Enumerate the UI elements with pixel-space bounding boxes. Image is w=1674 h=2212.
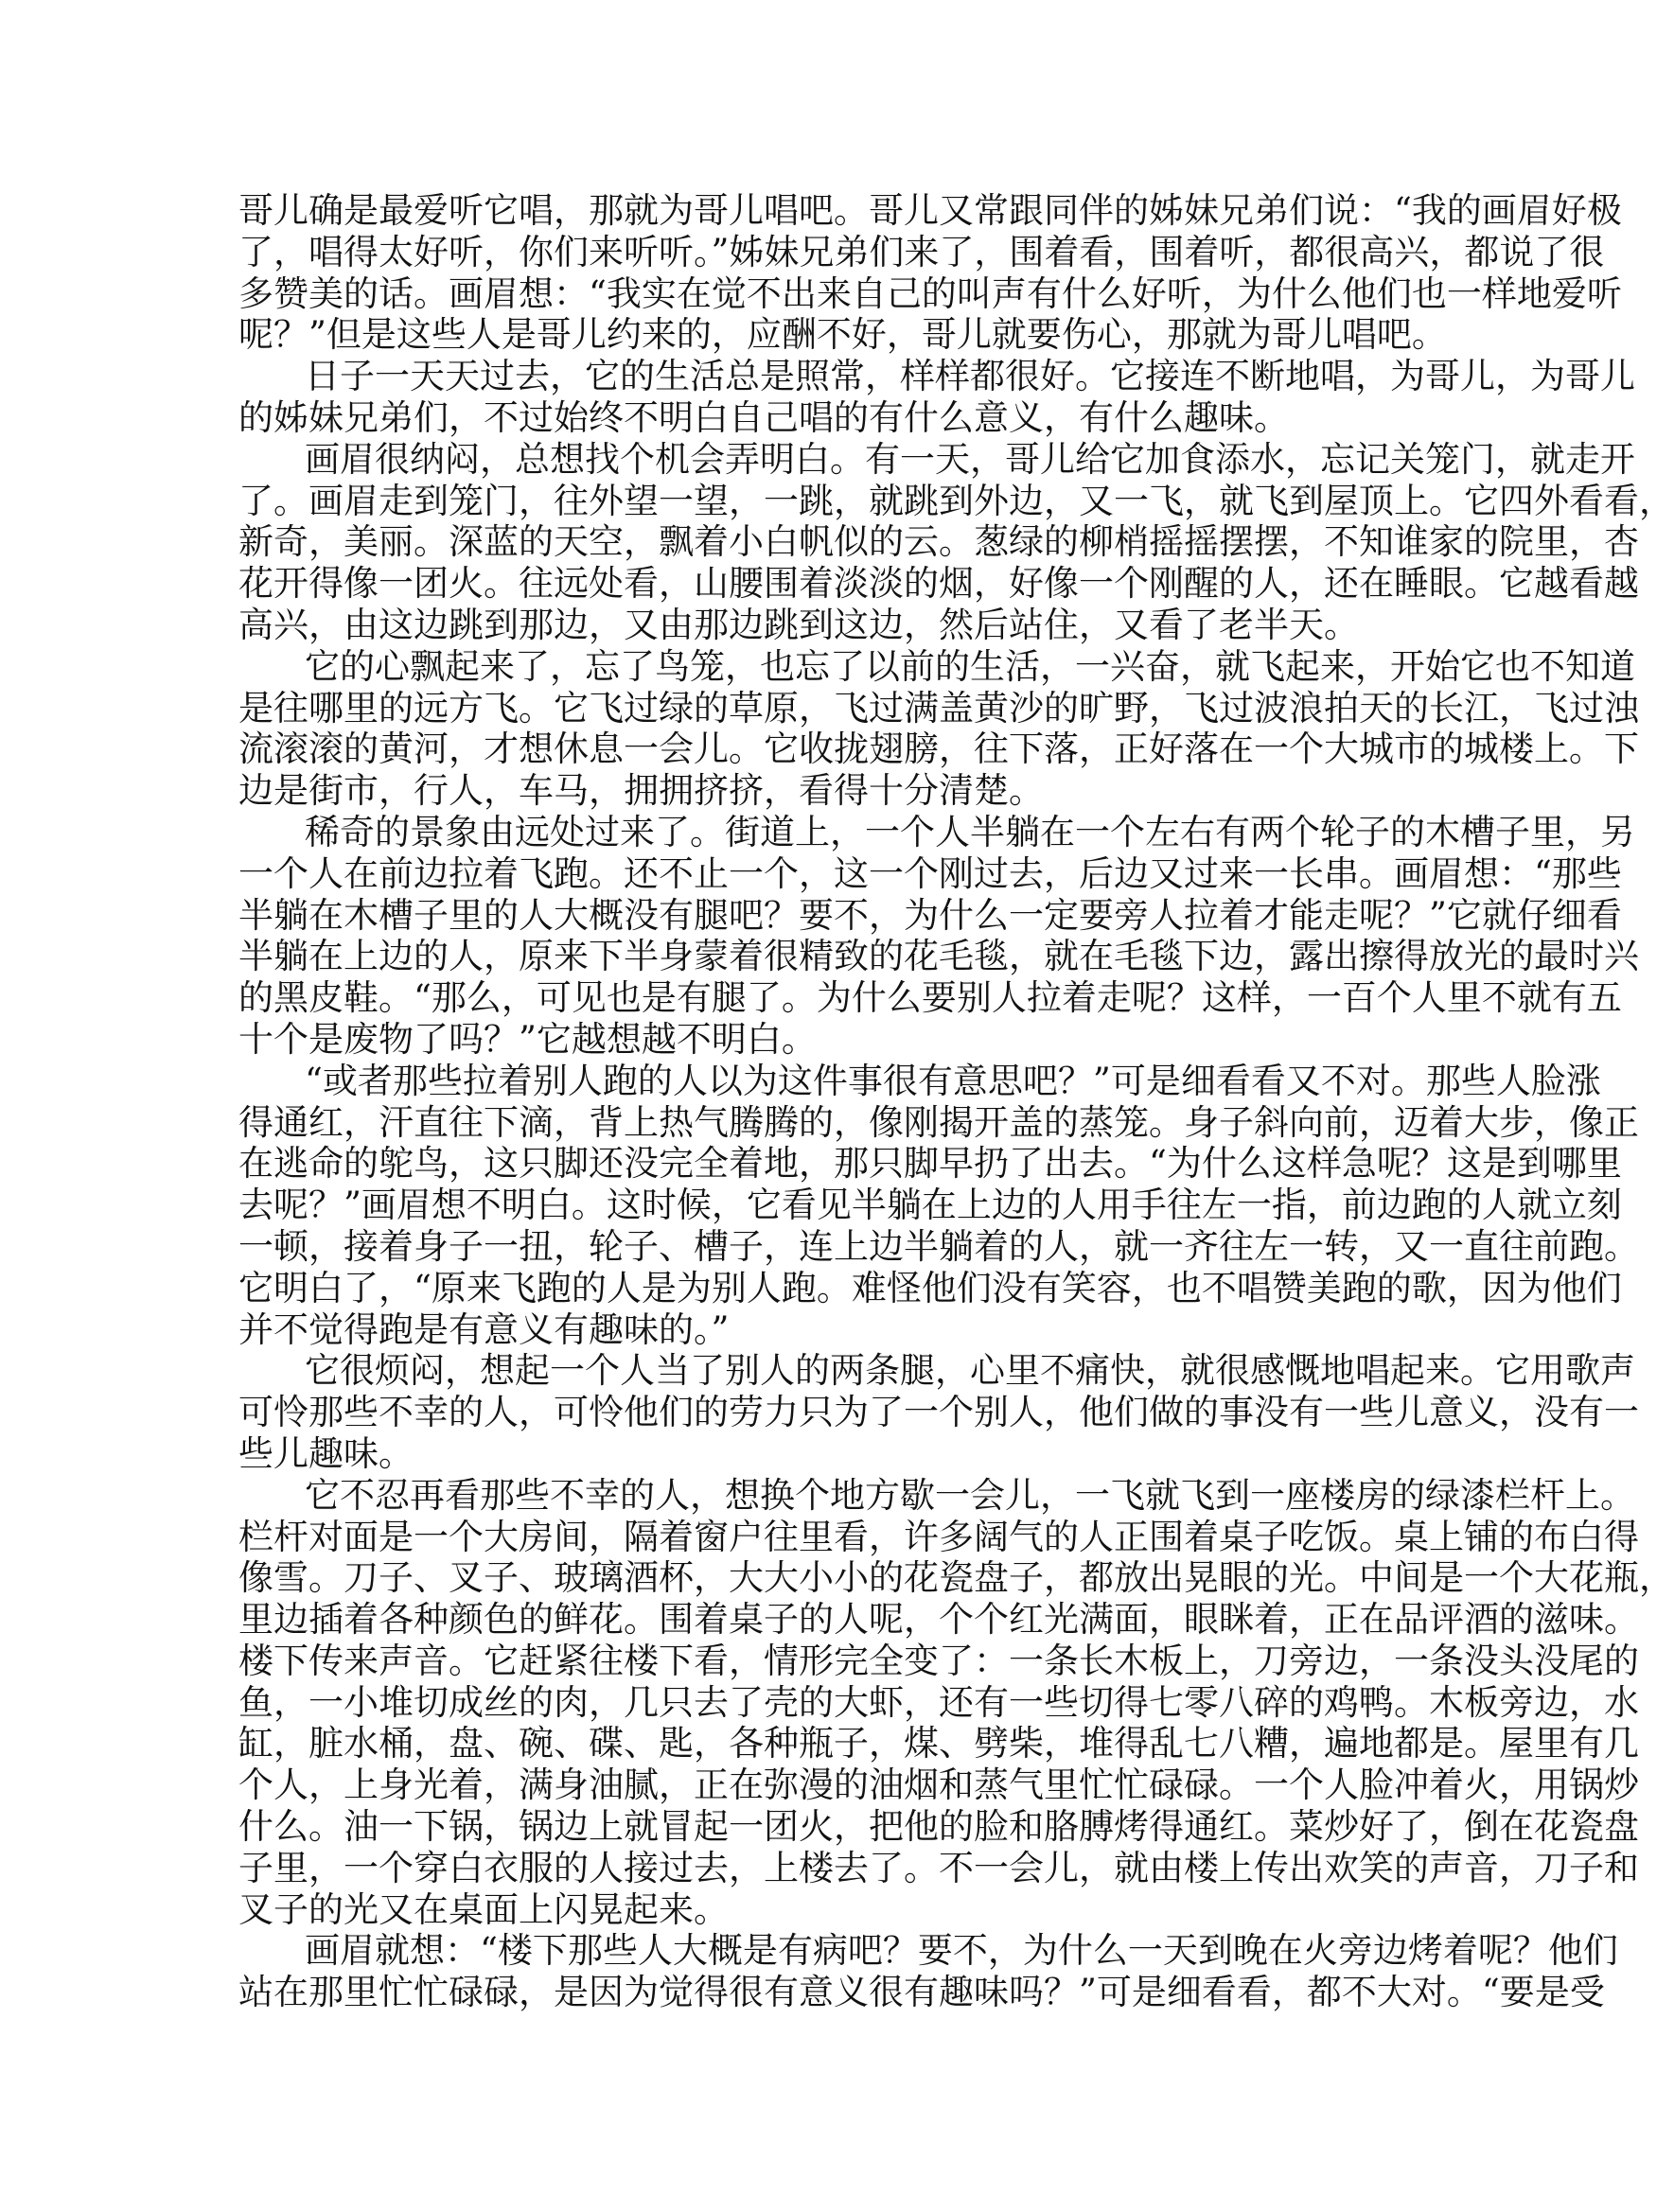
text-line: 缸，脏水桶，盘、碗、碟、匙，各种瓶子，煤、劈柴，堆得乱七八糟，遍地都是。屋里有几 (238, 1723, 1639, 1764)
text-line: 它很烦闷，想起一个人当了别人的两条腿，心里不痛快，就很感慨地唱起来。它用歌声 (305, 1350, 1635, 1392)
text-line: 日子一天天过去，它的生活总是照常，样样都很好。它接连不断地唱，为哥儿，为哥儿 (305, 356, 1635, 397)
text-line: 去呢？”画眉想不明白。这时候，它看见半躺在上边的人用手往左一指，前边跑的人就立刻 (238, 1185, 1622, 1226)
text-line: 的黑皮鞋。“那么，可见也是有腿了。为什么要别人拉着走呢？这样，一百个人里不就有五 (238, 977, 1622, 1019)
text-line: 栏杆对面是一个大房间，隔着窗户往里看，许多阔气的人正围着桌子吃饭。桌上铺的布白得 (238, 1516, 1639, 1557)
text-line: 些儿趣味。 (238, 1432, 414, 1474)
text-line: 它的心飘起来了，忘了鸟笼，也忘了以前的生活，一兴奋，就飞起来，开始它也不知道 (305, 645, 1635, 687)
text-line: 半躺在上边的人，原来下半身蒙着很精致的花毛毯，就在毛毯下边，露出擦得放光的最时兴 (238, 936, 1639, 977)
text-line: 稀奇的景象由远处过来了。街道上，一个人半躺在一个左右有两个轮子的木槽子里，另 (305, 811, 1635, 852)
text-line: 楼下传来声音。它赶紧往楼下看，情形完全变了：一条长木板上，刀旁边，一条没头没尾的 (238, 1640, 1639, 1681)
text-line: 它不忍再看那些不幸的人，想换个地方歇一会儿，一飞就飞到一座楼房的绿漆栏杆上。 (305, 1474, 1635, 1516)
text-line: 并不觉得跑是有意义有趣味的。” (238, 1308, 730, 1350)
text-line: 得通红，汗直往下滴，背上热气腾腾的，像刚揭开盖的蒸笼。身子斜向前，迈着大步，像正 (238, 1101, 1639, 1143)
text-line: 是往哪里的远方飞。它飞过绿的草原，飞过满盖黄沙的旷野，飞过波浪拍天的长江，飞过浊 (238, 687, 1639, 729)
text-line: 鱼，一小堆切成丝的肉，几只去了壳的大虾，还有一些切得七零八碎的鸡鸭。木板旁边，水 (238, 1681, 1639, 1723)
paragraph (238, 438, 1674, 646)
text-line: 新奇，美丽。深蓝的天空，飘着小白帆似的云。葱绿的柳梢摇摇摆摆，不知谁家的院里，杏 (238, 521, 1639, 563)
text-line: 哥儿确是最爱听它唱，那就为哥儿唱吧。哥儿又常跟同伴的姊妹兄弟们说：“我的画眉好极 (238, 190, 1622, 231)
text-line: 了，唱得太好听，你们来听听。”姊妹兄弟们来了，围着看，围着听，都很高兴，都说了很 (238, 231, 1605, 272)
text-line: 个人，上身光着，满身油腻，正在弥漫的油烟和蒸气里忙忙碌碌。一个人脸冲着火，用锅炒 (238, 1764, 1639, 1806)
text-line: 呢？”但是这些人是哥儿约来的，应酬不好，哥儿就要伤心，那就为哥儿唱吧。 (238, 314, 1447, 356)
text-line: 里边插着各种颜色的鲜花。围着桌子的人呢，个个红光满面，眼眯着，正在品评酒的滋味。 (238, 1599, 1639, 1641)
text-line: 的姊妹兄弟们，不过始终不明白自己唱的有什么意义，有什么趣味。 (238, 396, 1289, 438)
text-line: 半躺在木槽子里的人大概没有腿吧？要不，为什么一定要旁人拉着才能走呢？”它就仔细看 (238, 894, 1622, 936)
text-line: 高兴，由这边跳到那边，又由那边跳到这边，然后站住，又看了老半天。 (238, 604, 1359, 645)
text-line: 了。画眉走到笼门，往外望一望，一跳，就跳到外边，又一飞，就飞到屋顶上。它四外看看， (238, 480, 1674, 521)
paragraph (238, 1060, 1639, 1351)
paragraph (238, 1350, 1639, 1474)
text-line: 像雪。刀子、叉子、玻璃酒杯，大大小小的花瓷盘子，都放出晃眼的光。中间是一个大花瓶， (238, 1557, 1674, 1599)
text-line: 什么。油一下锅，锅边上就冒起一团火，把他的脸和胳膊烤得通红。菜炒好了，倒在花瓷盘 (238, 1806, 1639, 1848)
text-line: 叉子的光又在桌面上闪晃起来。 (238, 1888, 729, 1930)
paragraph (238, 356, 1635, 439)
paragraph (238, 645, 1639, 812)
paragraph (238, 190, 1622, 356)
text-line: “或者那些拉着别人跑的人以为这件事很有意思吧？”可是细看看又不对。那些人脸涨 (305, 1060, 1601, 1101)
document-page (238, 190, 1674, 2013)
text-line: 画眉就想：“楼下那些人大概是有病吧？要不，为什么一天到晚在火旁边烤着呢？他们 (305, 1930, 1618, 1972)
text-line: 在逃命的鸵鸟，这只脚还没完全着地，那只脚早扔了出去。“为什么这样急呢？这是到哪里 (238, 1143, 1622, 1185)
text-line: 站在那里忙忙碌碌，是因为觉得很有意义很有趣味吗？”可是细看看，都不大对。“要是受 (238, 1972, 1605, 2013)
text-line: 边是街市，行人，车马，拥拥挤挤，看得十分清楚。 (238, 770, 1044, 812)
text-line: 可怜那些不幸的人，可怜他们的劳力只为了一个别人，他们做的事没有一些儿意义，没有一 (238, 1392, 1639, 1433)
paragraph (238, 811, 1639, 1061)
text-line: 流滚滚的黄河，才想休息一会儿。它收拢翅膀，往下落，正好落在一个大城市的城楼上。下 (238, 729, 1639, 770)
text-line: 花开得像一团火。往远处看，山腰围着淡淡的烟，好像一个刚醒的人，还在睡眼。它越看越 (238, 563, 1639, 605)
paragraph (238, 1474, 1674, 1931)
text-line: 一个人在前边拉着飞跑。还不止一个，这一个刚过去，后边又过来一长串。画眉想：“那些 (238, 852, 1622, 894)
text-line: 十个是废物了吗？”它越想越不明白。 (238, 1018, 817, 1060)
text-line: 一顿，接着身子一扭，轮子、槽子，连上边半躺着的人，就一齐往左一转，又一直往前跑。 (238, 1225, 1639, 1267)
text-line: 它明白了，“原来飞跑的人是为别人跑。难怪他们没有笑容，也不唱赞美跑的歌，因为他们 (238, 1267, 1622, 1308)
text-line: 画眉很纳闷，总想找个机会弄明白。有一天，哥儿给它加食添水，忘记关笼门，就走开 (305, 438, 1635, 480)
text-line: 多赞美的话。画眉想：“我实在觉不出来自己的叫声有什么好听，为什么他们也一样地爱听 (238, 272, 1622, 314)
text-line: 子里，一个穿白衣服的人接过去，上楼去了。不一会儿，就由楼上传出欢笑的声音，刀子和 (238, 1847, 1639, 1888)
paragraph (238, 1930, 1618, 2013)
